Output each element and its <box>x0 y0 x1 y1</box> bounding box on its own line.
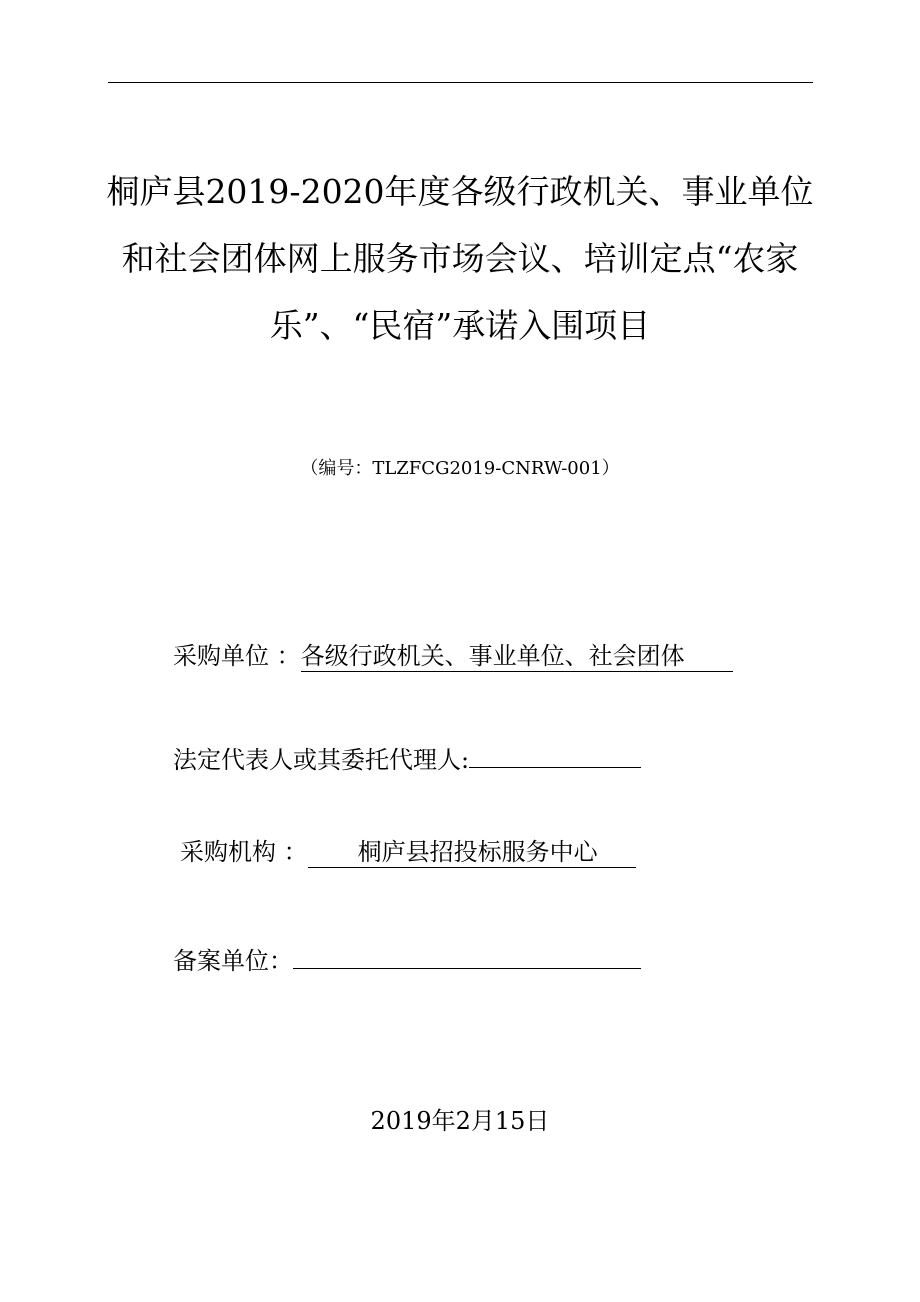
filing-blank <box>293 938 641 969</box>
agency-label: 采购机构 ： <box>180 838 308 866</box>
title-line-3: 乐”、“民宿”承诺入围项目 <box>269 306 651 345</box>
legal-rep-field <box>173 737 641 776</box>
agency-field <box>180 836 636 868</box>
purchaser-field <box>173 640 733 672</box>
agency-value: 桐庐县招投标服务中心 <box>308 837 636 868</box>
title-line-1: 桐庐县2019-2020年度各级行政机关、事业单位 <box>106 172 814 211</box>
document-title <box>60 158 860 359</box>
document-number: （编号：TLZFCG2019-CNRW-001） <box>300 458 620 479</box>
purchaser-value: 各级行政机关、事业单位、社会团体 <box>301 641 733 672</box>
document-date: 2019年2月15日 <box>370 1107 550 1135</box>
filing-field <box>173 938 641 977</box>
header-rule <box>108 82 813 83</box>
title-line-2: 和社会团体网上服务市场会议、培训定点“农家 <box>121 239 799 278</box>
legal-rep-label: 法定代表人或其委托代理人: <box>173 746 470 774</box>
filing-label: 备案单位： <box>173 947 293 975</box>
legal-rep-blank <box>469 737 641 768</box>
purchaser-label: 采购单位 ： <box>173 642 301 670</box>
